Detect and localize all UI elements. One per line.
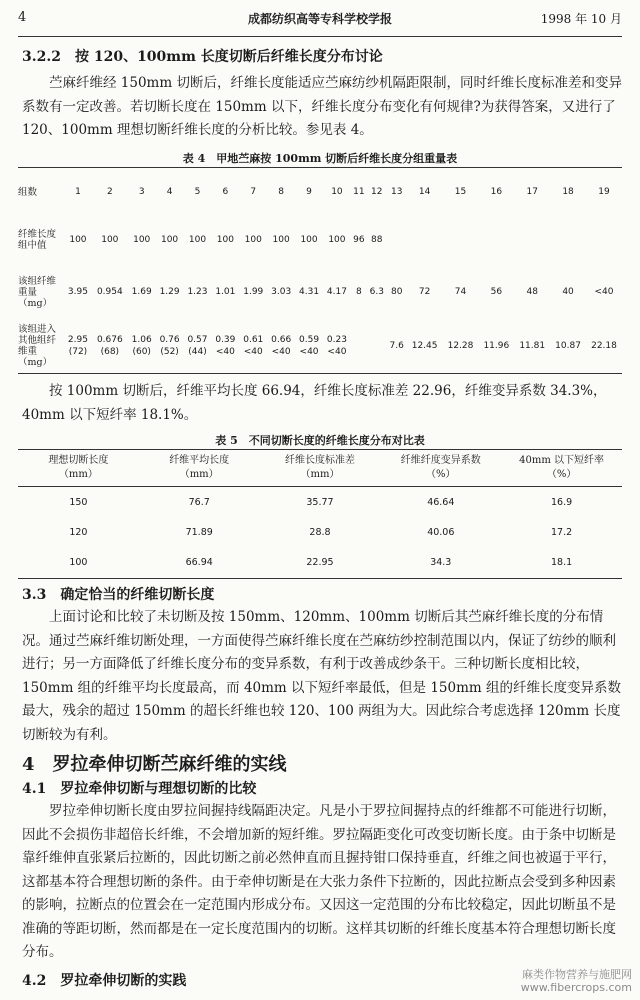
table-4-cell: 0.76 (52) [159,335,180,357]
table-4-group-number: 16 [490,187,503,197]
table-4-group-number: 7 [250,187,257,197]
table-4-cell: 3.95 [67,287,88,297]
table-4-summary-paragraph: 按 100mm 切断后，纤维平均长度 66.94，纤维长度标准差 22.96，纤维变异系数 34.3%，40mm 以下短纤率 18.1%。 [22,383,607,423]
table-4-group-number: 15 [454,187,467,197]
section-4-2-heading: 4.2 罗拉牵伸切断的实践 [22,973,187,989]
table-5-column-header: 纤维平均长度 （mm） [139,450,260,487]
table-4-cell [387,214,407,266]
table-4-cell: 1.29 [159,287,180,297]
table-4-group-number: 17 [526,187,538,197]
section-4-1-paragraph: 罗拉牵伸切断长度由罗拉间握持线隔距决定。凡是小于罗拉间握持点的纤维都不可能进行切断，因此不会损伤非超倍长纤维，不会增加新的短纤维。罗拉隔距变化可改变切断长度。由于条中切断是靠纤维伸直张紧后拉断的，因此切断之前必然伸直而且握持钳口保持垂直，纤维之间也被逼于平行，这都基本符合理想切断的条件。由于牵伸切断是在大张力条件下拉断的，因此拉断点会受到多种因素的影响，拉断点的位置会在一定范围内形成分布。又因这一定范围的分布比较稳定，因此切断虽不是准确的等距切断，然而都是在一定长度范围内的切断。这样其切断的纤维长度基本符合理想切断长度分布。 [22,803,616,960]
table-5 [18,450,622,577]
table-4-cell: 1.01 [215,287,236,297]
header-rule [18,36,622,37]
section-3-2-2-paragraph: 苎麻纤维经 150mm 切断后，纤维长度能适应苎麻纺纱机隔距限制，同时纤维长度标准差和变异系数有一定改善。若切断长度在 150mm 以下，纤维长度分布变化有何规律?为获得答案，又进行了 120、100mm 理想切断纤维长度的分析比较。参见表 4。 [22,75,622,138]
table-4-cell: 1.23 [187,287,208,297]
table-4-cell: 1.69 [131,287,152,297]
table-4-cell: 0.66 <40 [271,335,292,357]
section-4-1-heading: 4.1 罗拉牵伸切断与理想切断的比较 [22,781,257,797]
table-4-cell: 100 [69,235,87,245]
table-5-column-header: 40mm 以下短纤率 （%） [501,450,622,487]
table-5-cell: 18.1 [551,556,573,568]
table-4-cell: 10.87 [555,341,581,351]
table-5-cell: 28.8 [309,526,331,538]
table-5-column-header: 理想切断长度 （mm） [18,450,139,487]
table-4-cell: 100 [300,235,318,245]
table-4-cell: 12.28 [447,341,474,351]
table-4-cell: 100 [188,235,207,245]
table-4-cell: 11.81 [519,341,546,351]
table-4-cell: 40 [562,287,574,297]
table-5-cell: 120 [69,526,88,538]
table-4-cell: 4.17 [326,287,347,297]
table-4-group-number: 1 [75,187,81,197]
table-4-caption: 表 4 甲地苎麻按 100mm 切断后纤维长度分组重量表 [182,152,458,165]
table-5-cell: 66.94 [185,556,213,568]
table-4-group-number: 9 [306,187,312,197]
table-4-cell: 1.99 [243,287,264,297]
table-4-cell: 0.676 (68) [96,335,123,357]
issue-date: 1998 年 10 月 [540,12,622,26]
table-4-cell: 0.954 [96,287,123,297]
table-4-group-number: 2 [106,187,113,197]
table-5-row [18,487,622,518]
table-4-row [18,266,622,318]
table-4-group-number: 10 [331,187,343,197]
table-4-group-number: 5 [194,187,201,197]
section-3-3-heading: 3.3 确定恰当的纤维切断长度 [22,587,215,603]
table-5-cell: 76.7 [188,496,210,508]
table-4-cell: 1.06 (60) [131,335,152,357]
table-4-cell: <40 [594,287,614,297]
table-4-cell: 22.18 [591,341,617,351]
table-4-row-label: 纤维长度组中值 [18,229,57,251]
table-4-cell: 6.3 [369,287,384,297]
table-5-cell: 150 [69,496,88,508]
table-4-cell: 0.57 (44) [187,335,208,357]
table-4-row [18,214,622,266]
table-4-group-number: 3 [138,187,145,197]
table-5-cell: 22.95 [306,556,334,568]
watermark-line-1: 麻类作物营养与施肥网 [522,968,632,981]
table-4-row-label: 该组纤维重量（mg） [18,275,57,309]
section-3-2-2-heading: 3.2.2 按 120、100mm 长度切断后纤维长度分布讨论 [22,49,383,65]
table-4-bottom-rule [18,373,622,374]
table-5-caption: 表 5 不同切断长度的纤维长度分布对比表 [215,434,425,447]
table-5-column-header: 纤维纤度变异系数 （%） [380,450,501,487]
table-4-cell: 74 [454,287,467,297]
table-4-cell: 88 [371,235,383,245]
table-4-group-number: 12 [371,187,383,197]
table-4-cell: 48 [526,287,538,297]
table-4-header-row [18,170,622,214]
table-4-group-number: 8 [278,187,285,197]
table-4-cell: 0.59 <40 [299,335,320,357]
table-4-cell [367,318,387,374]
table-4-cell [443,214,479,266]
table-5-row [18,517,622,547]
table-4-cell: 0.61 <40 [243,335,264,357]
watermark-line-2: www.fibercrops.com [520,981,632,994]
table-4-group-number: 14 [418,187,431,197]
table-4-cell: 72 [418,287,431,297]
table-4-cell [586,214,622,266]
table-5-cell: 46.64 [427,496,455,508]
table-4-row [18,318,622,374]
section-3-3-paragraph: 上面讨论和比较了未切断及按 150mm、120mm、100mm 切断后其苎麻纤维长度的分布情况。通过苎麻纤维切断处理，一方面使得苎麻纤维长度在苎麻纺纱控制范围以内，保证了纺纱的顺利进行；另一方面降低了纤维长度分布的变异系数，有利于改善成纱条干。三种切断长度相比较，150mm 组的纤维平均长度最高，而 40mm 以下短纤率最低，但是 150mm 组的纤维长度变异系数最大，残余的超过 150mm 的超长纤维也较 120、100 两组为大。因此综合考虑选择 120mm 长度切断较为有利。 [22,609,621,743]
table-4-cell: 0.39 <40 [215,335,236,357]
page-number: 4 [18,10,27,25]
table-4-cell: 100 [272,235,290,245]
table-5-cell: 71.89 [185,526,213,538]
table-5-cell: 16.9 [551,496,573,508]
table-4-group-number: 6 [222,187,229,197]
table-4-cell: 100 [133,235,151,245]
table-4-cell: 100 [160,235,179,245]
table-5-cell: 100 [69,556,88,568]
table-5-cell: 17.2 [551,526,573,538]
table-4-top-rule [18,167,622,168]
table-4-cell: 96 [353,235,365,245]
table-4-cell [351,318,367,374]
running-header [18,10,622,30]
table-4-group-number: 18 [562,187,574,197]
table-4-cell [478,214,514,266]
table-4-cell [550,214,586,266]
table-4-group-number: 4 [166,187,173,197]
journal-title: 成都纺织高等专科学校学报 [247,12,392,26]
table-4-cell: 100 [101,235,119,245]
table-4-group-number: 19 [598,187,610,197]
table-4-cell: 0.23 <40 [326,335,347,357]
table-4-cell: 80 [390,287,403,297]
section-4-heading: 4 罗拉牵伸切断苎麻纤维的实线 [22,754,287,775]
table-4-cell: 100 [244,235,262,245]
table-4-cell: 100 [216,235,234,245]
table-4-cell: 11.96 [483,341,510,351]
table-4-row-label: 该组进入其他组纤维重（mg） [18,324,57,368]
table-4-cell [407,214,443,266]
table-5-cell: 40.06 [427,526,455,538]
table-4-cell: 3.03 [271,287,292,297]
table-4 [18,170,622,374]
table-4-cell: 2.95 (72) [67,335,88,357]
table-4-cell: 56 [490,287,503,297]
table-4-cell: 4.31 [299,287,320,297]
table-5-bottom-rule [18,578,622,579]
table-4-group-number: 11 [353,187,365,197]
table-4-cell: 100 [328,235,346,245]
table-5-row [18,547,622,577]
table-4-cell: 7.6 [389,341,404,351]
table-5-cell: 35.77 [306,496,334,508]
table-4-row-label: 组数 [18,186,38,198]
table-4-cell [514,214,550,266]
table-5-header-row [18,450,622,487]
table-4-group-number: 13 [390,187,403,197]
table-4-cell: 8 [355,287,362,297]
table-5-cell: 34.3 [430,556,452,568]
table-4-cell: 12.45 [411,341,438,351]
table-5-column-header: 纤维长度标准差 （mm） [260,450,381,487]
site-watermark [521,968,632,994]
